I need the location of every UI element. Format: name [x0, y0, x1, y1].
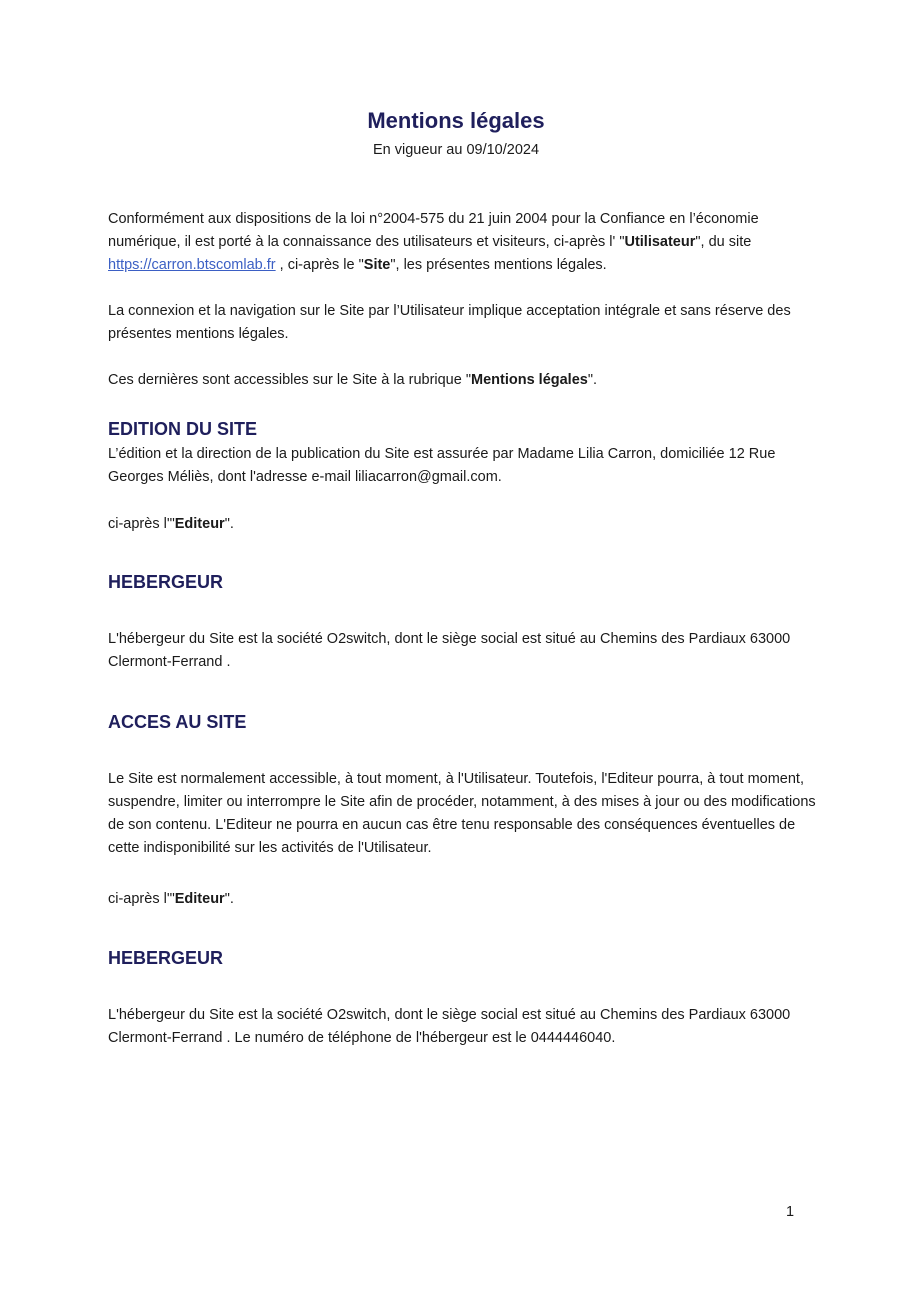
edition-heading: EDITION DU SITE — [108, 419, 258, 439]
hebergeur-heading-1: HEBERGEUR — [108, 572, 224, 592]
hebergeur-heading-2: HEBERGEUR — [108, 948, 224, 968]
page-title: Mentions légales — [367, 108, 545, 133]
intro-text-4: ", les présentes mentions légales. — [390, 257, 607, 273]
acces-editeur-line — [108, 888, 818, 911]
intro-text-2: ", du site — [695, 234, 752, 250]
intro-text-1: Conformément aux dispositions de la loi n°2004-575 du 21 juin 2004 pour la Confiance en l’économie numérique, il est porté à la connaissance des utilisateurs et visiteurs, ci-après l' " — [108, 211, 759, 250]
intro-paragraph — [108, 208, 818, 277]
acces-heading: ACCES AU SITE — [108, 712, 247, 732]
edition-editeur-line — [108, 513, 818, 536]
site-link[interactable]: https://carron.btscomlab.fr — [108, 257, 276, 273]
editeur-text-1: ci-après l'" — [108, 516, 175, 532]
editeur-bold: Editeur — [174, 891, 225, 907]
editeur-bold: Editeur — [174, 516, 225, 532]
page-number: 1 — [786, 1204, 795, 1220]
rubrique-text-2: ". — [587, 372, 598, 388]
intro-text-3: , ci-après le " — [275, 257, 364, 273]
acces-paragraph: Le Site est normalement accessible, à tout moment, à l'Utilisateur. Toutefois, l'Editeur pourra, à tout moment, suspendre, limiter ou interrompre le Site afin de procéder, notamment, à des mises à jour ou des modifications de son contenu. L'Editeur ne pourra en aucun cas être tenu responsable des conséquences éventuelles de cette indisponibilité sur les activités de l'Utilisateur. — [108, 771, 816, 856]
hebergeur-paragraph-2: L'hébergeur du Site est la société O2switch, dont le siège social est situé au Chemins des Pardiaux 63000 Clermont-Ferrand . Le numéro de téléphone de l'hébergeur est le 0444446040. — [108, 1007, 791, 1046]
rubrique-text-1: Ces dernières sont accessibles sur le Site à la rubrique " — [108, 372, 471, 388]
editeur-text-2: ". — [224, 891, 234, 907]
editeur-text-1: ci-après l'" — [108, 891, 175, 907]
rubrique-paragraph — [108, 369, 818, 392]
intro-bold-site: Site — [363, 257, 391, 273]
hebergeur-paragraph-1: L'hébergeur du Site est la société O2switch, dont le siège social est situé au Chemins des Pardiaux 63000 Clermont-Ferrand . — [108, 631, 791, 670]
acceptance-paragraph: La connexion et la navigation sur le Site par l’Utilisateur implique acceptation intégrale et sans réserve des présentes mentions légales. — [108, 303, 791, 342]
rubrique-bold: Mentions légales — [471, 372, 588, 388]
effective-date: En vigueur au 09/10/2024 — [372, 142, 540, 158]
edition-paragraph: L’édition et la direction de la publication du Site est assurée par Madame Lilia Carron, domiciliée 12 Rue Georges Méliès, dont l'adresse e-mail liliacarron@gmail.com. — [108, 446, 776, 485]
intro-bold-utilisateur: Utilisateur — [624, 234, 696, 250]
editeur-text-2: ". — [224, 516, 234, 532]
